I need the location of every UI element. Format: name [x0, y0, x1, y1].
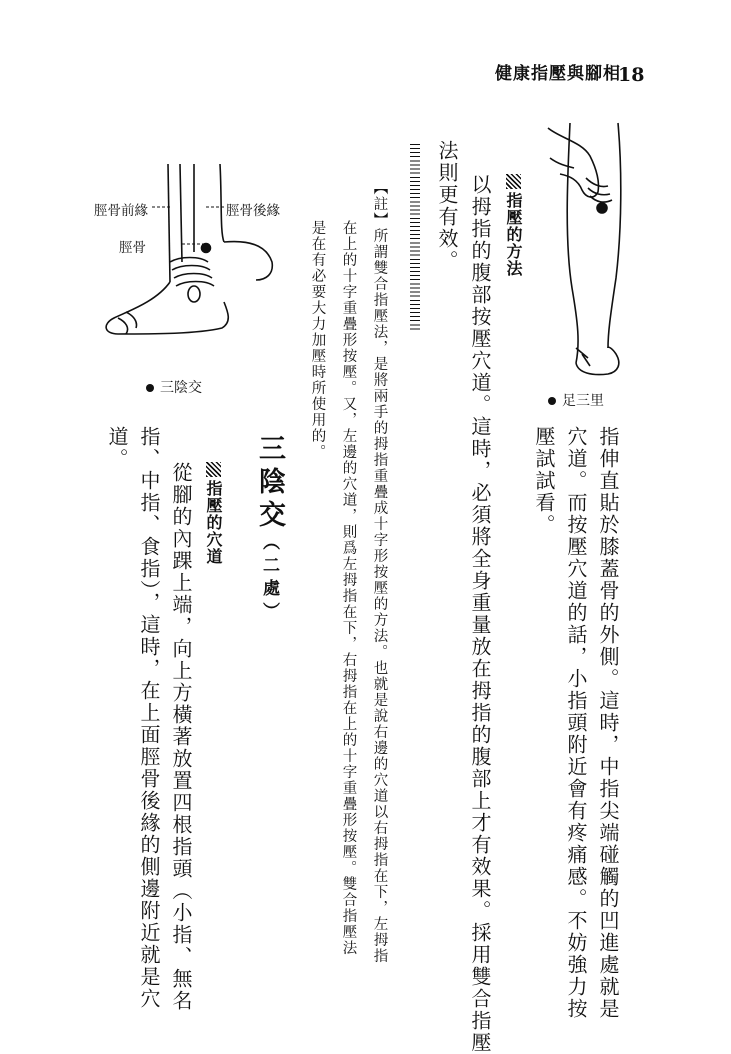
bullet-icon — [548, 397, 556, 405]
label-tibia-back-edge: 脛骨後緣 — [226, 203, 280, 219]
label-tibia-front-edge: 脛骨前緣 — [94, 203, 148, 219]
note-col1: 【註】所謂雙合指壓法，是將兩手的拇指重疊成十字形按壓的方法。也就是說右邊的穴道以右拇指在下，左拇指 — [371, 180, 388, 964]
figure-caption-sanyinjiao: 三陰交 — [146, 377, 202, 397]
bullet-icon — [146, 384, 154, 392]
zusanli-text-col1: 指伸直貼於膝蓋骨的外側。這時，中指尖端碰觸的凹進處就是 — [596, 426, 620, 1020]
sanyinjiao-text-col1: 從腳的內踝上端，向上方橫著放置四根指頭（小指、無名 — [169, 462, 193, 1012]
hand-outline — [548, 128, 599, 197]
zusanli-point-marker — [597, 203, 607, 213]
sanyinjiao-illustration — [96, 162, 286, 362]
foot-outline — [106, 282, 228, 334]
note-col2: 在上的十字重疊形按壓。又，左邊的穴道，則爲左拇指在下，右拇指在上的十字重疊形按壓。雙合指壓法 — [340, 220, 357, 956]
diamond-divider — [410, 142, 420, 330]
finger-2 — [172, 266, 210, 271]
method-heading: 指壓的方法 — [505, 174, 521, 277]
foot-outline — [576, 347, 619, 374]
figure-caption-zusanli: 足三里 — [548, 390, 604, 410]
running-header: 健康指壓與腳相 — [495, 64, 621, 84]
inner-ankle — [188, 286, 200, 302]
zusanli-text-col3: 壓試試看。 — [532, 426, 556, 536]
leg-right-outline — [608, 123, 621, 348]
sanyinjiao-text-col2: 指、中指、食指），這時，在上面脛骨後緣的側邊附近就是穴 — [137, 426, 161, 1010]
zusanli-text-col2: 穴道。而按壓穴道的話，小指頭附近會有疼痛感。不妨強力按 — [564, 426, 588, 1020]
page-number: 18 — [618, 64, 645, 86]
leg-left-outline — [567, 123, 578, 363]
heading-marker-icon — [206, 462, 221, 477]
point-heading: 指壓的穴道 — [205, 462, 221, 565]
note-col3: 是在有必要大力加壓時所使用的。 — [309, 220, 326, 460]
sanyinjiao-text-col3: 道。 — [105, 426, 129, 470]
method-text-col2: 法則更有效。 — [435, 140, 459, 272]
finger-3 — [174, 274, 212, 279]
heading-marker-icon — [506, 174, 521, 189]
method-text-col1: 以拇指的腹部按壓穴道。這時，必須將全身重量放在拇指的腹部上才有效果。採用雙合指壓 — [468, 174, 492, 1054]
section-title-sanyinjiao: 三陰交（二處） — [254, 434, 285, 625]
label-tibia: 脛骨 — [119, 240, 146, 256]
zusanli-illustration — [530, 118, 640, 380]
